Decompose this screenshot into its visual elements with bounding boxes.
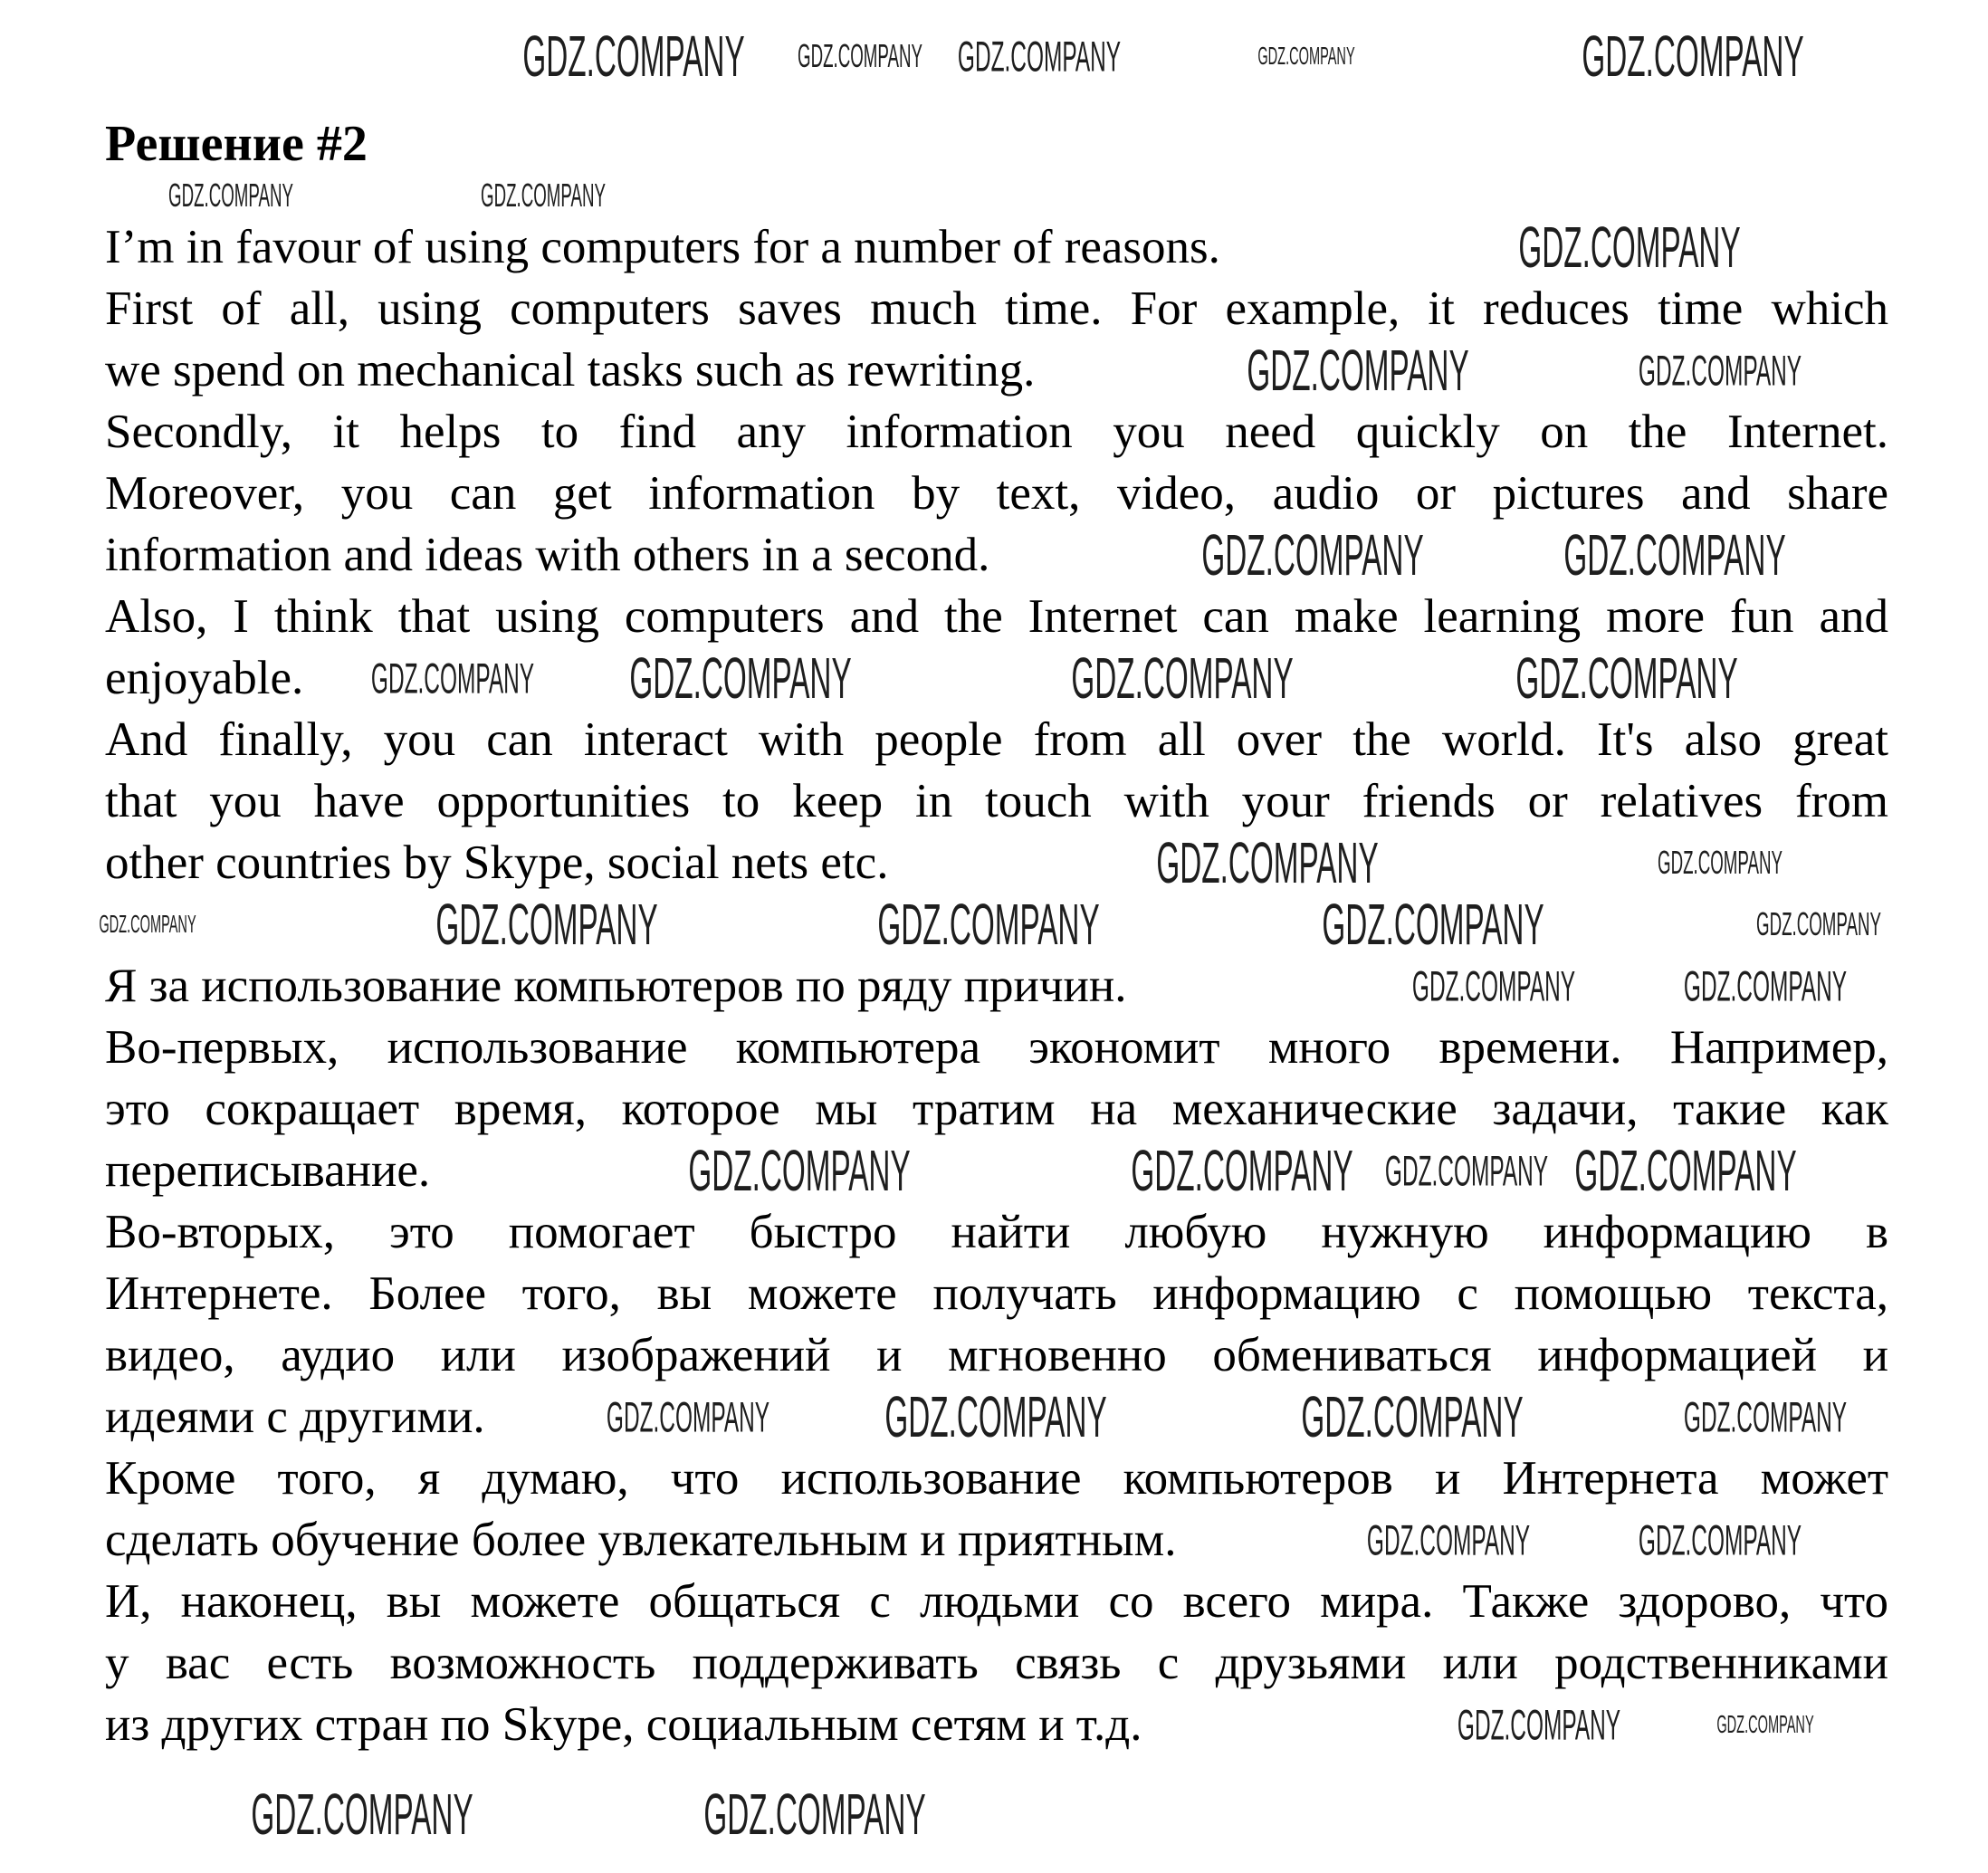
text-line: у вас есть возможность поддерживать связь с друзьями или родственниками [105, 1637, 1888, 1689]
watermark-text: GDZ.COMPANY [1658, 844, 1783, 881]
watermark-text: GDZ.COMPANY [1301, 1384, 1524, 1449]
watermark-text: GDZ.COMPANY [957, 32, 1122, 81]
watermark-text: GDZ.COMPANY [1071, 645, 1294, 711]
text-line: Also, I think that using computers and the Internet can make learning more fun and [105, 590, 1888, 643]
text-line: Moreover, you can get information by text, video, audio or pictures and share [105, 467, 1888, 520]
russian-paragraph [105, 1571, 1888, 1755]
text-line: that you have opportunities to keep in touch with your friends or relatives from [105, 775, 1888, 827]
watermark-text: GDZ.COMPANY [1384, 1146, 1549, 1195]
watermark-text: GDZ.COMPANY [1756, 905, 1881, 942]
watermark-text: GDZ.COMPANY [1257, 42, 1355, 70]
text-line: сделать обучение более увлекательным и приятным. [105, 1514, 1177, 1566]
watermark-text: GDZ.COMPANY [481, 177, 606, 214]
english-paragraph [105, 216, 1888, 278]
text-line: I’m in favour of using computers for a number of reasons. [105, 221, 1220, 273]
russian-paragraph [105, 955, 1888, 1017]
text-line: Secondly, it helps to find any information you need quickly on the Internet. [105, 406, 1888, 458]
russian-paragraph [105, 1017, 1888, 1201]
watermark-text: GDZ.COMPANY [435, 892, 658, 957]
text-line: Во-первых, использование компьютера экономит много времени. Например, [105, 1021, 1888, 1074]
watermark-text: GDZ.COMPANY [1638, 346, 1802, 395]
text-line: идеями с другими. [105, 1390, 485, 1443]
watermark-text: GDZ.COMPANY [168, 177, 293, 214]
answer-text [105, 216, 1888, 1755]
watermark-text: GDZ.COMPANY [1574, 1138, 1797, 1203]
text-line: это сокращает время, которое мы тратим на механические задачи, такие как [105, 1083, 1888, 1135]
watermark-text: GDZ.COMPANY [798, 37, 922, 74]
watermark-text: GDZ.COMPANY [370, 654, 535, 702]
watermark-text: GDZ.COMPANY [1515, 645, 1738, 711]
english-paragraph [105, 401, 1888, 586]
watermark-text: GDZ.COMPANY [629, 645, 852, 711]
paragraph-gap [105, 893, 1888, 955]
text-line: И, наконец, вы можете общаться с людьми со всего мира. Также здорово, что [105, 1575, 1888, 1628]
text-line: First of all, using computers saves much time. For example, it reduces time which [105, 282, 1888, 335]
russian-paragraph [105, 1448, 1888, 1571]
watermark-text: GDZ.COMPANY [1683, 1392, 1848, 1441]
text-line: we spend on mechanical tasks such as rewriting. [105, 344, 1036, 397]
english-paragraph [105, 709, 1888, 893]
watermark-text: GDZ.COMPANY [703, 1782, 926, 1847]
watermark-text: GDZ.COMPANY [1322, 892, 1544, 957]
watermark-text: GDZ.COMPANY [1457, 1700, 1621, 1749]
watermark-text: GDZ.COMPANY [1247, 338, 1469, 403]
watermark-text: GDZ.COMPANY [884, 1384, 1107, 1449]
text-line: Кроме того, я думаю, что использование компьютеров и Интернета может [105, 1452, 1888, 1505]
watermark-text: GDZ.COMPANY [1683, 961, 1848, 1010]
text-line: видео, аудио или изображений и мгновенно обмениваться информацией и [105, 1329, 1888, 1381]
text-line: Я за использование компьютеров по ряду причин. [105, 960, 1127, 1012]
watermark-text: GDZ.COMPANY [877, 892, 1100, 957]
watermark-text: GDZ.COMPANY [1638, 1515, 1802, 1564]
watermark-text: GDZ.COMPANY [1716, 1710, 1814, 1738]
watermark-text: GDZ.COMPANY [251, 1782, 473, 1847]
watermark-text: GDZ.COMPANY [1201, 522, 1424, 588]
solution-title: Решение #2 [105, 116, 368, 172]
watermark-text: GDZ.COMPANY [1582, 24, 1804, 89]
watermark-text: GDZ.COMPANY [1563, 522, 1786, 588]
text-line: enjoyable. [105, 652, 304, 704]
english-paragraph [105, 586, 1888, 709]
watermark-text: GDZ.COMPANY [606, 1392, 770, 1441]
watermark-text: GDZ.COMPANY [1411, 961, 1576, 1010]
english-paragraph [105, 278, 1888, 401]
watermark-text: GDZ.COMPANY [99, 910, 196, 938]
text-line: из других стран по Skype, социальным сетям и т.д. [105, 1698, 1142, 1751]
watermark-text: GDZ.COMPANY [522, 24, 745, 89]
watermark-text: GDZ.COMPANY [688, 1138, 911, 1203]
text-line: And finally, you can interact with people from all over the world. It's also great [105, 713, 1888, 766]
text-line: Интернете. Более того, вы можете получать информацию с помощью текста, [105, 1267, 1888, 1320]
watermark-text: GDZ.COMPANY [1156, 830, 1379, 895]
watermark-text: GDZ.COMPANY [1131, 1138, 1353, 1203]
russian-paragraph [105, 1201, 1888, 1448]
text-line: Во-вторых, это помогает быстро найти любую нужную информацию в [105, 1206, 1888, 1258]
watermark-text: GDZ.COMPANY [1518, 215, 1741, 280]
text-line: переписывание. [105, 1144, 431, 1197]
text-line: other countries by Skype, social nets etc. [105, 836, 889, 889]
text-line: information and ideas with others in a second. [105, 529, 990, 581]
watermark-text: GDZ.COMPANY [1366, 1515, 1531, 1564]
